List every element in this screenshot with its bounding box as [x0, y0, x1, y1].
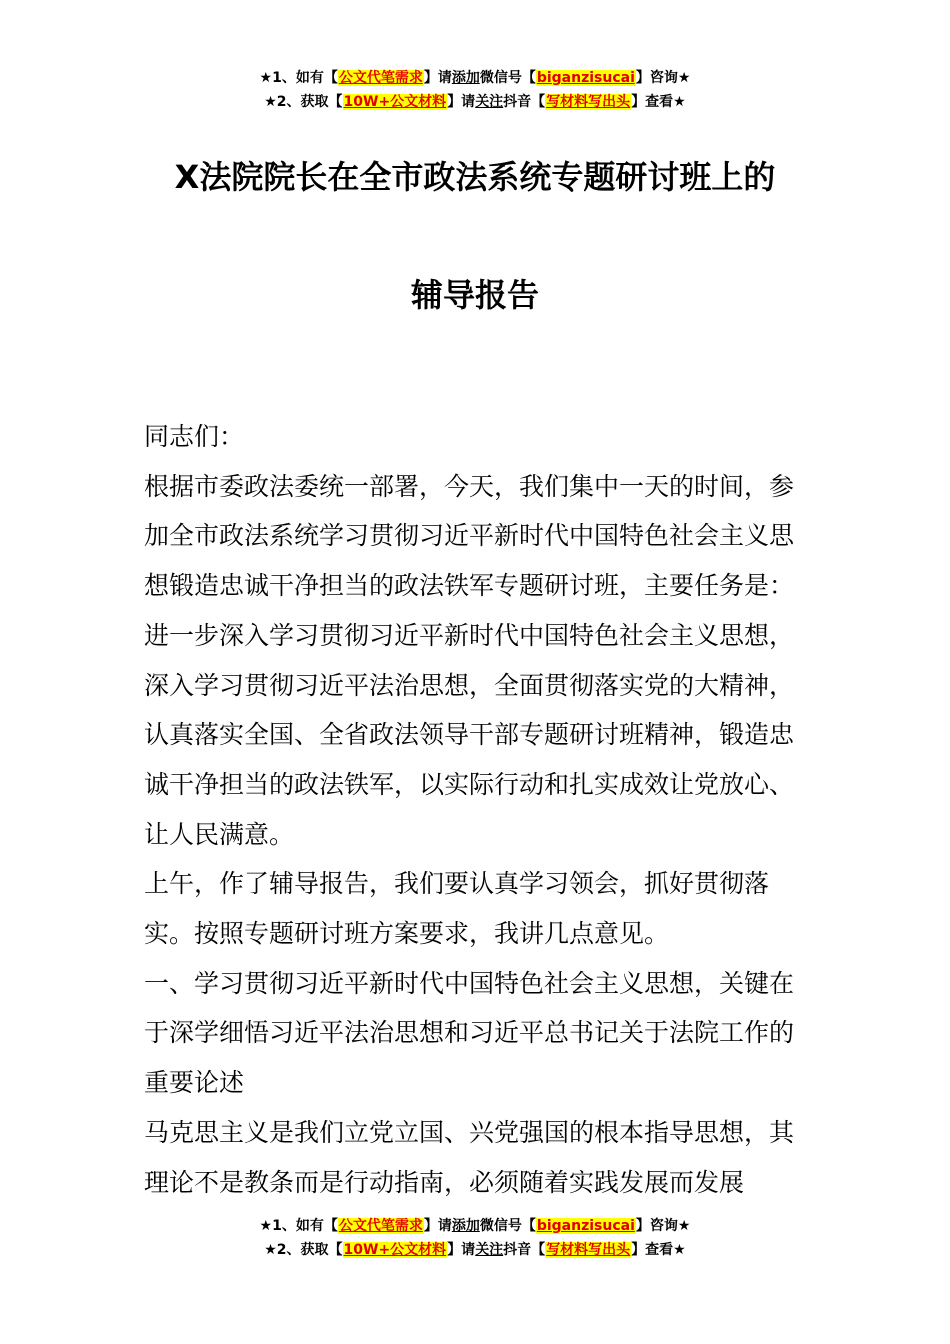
- banner-text: 微信号【: [479, 70, 536, 86]
- banner-text: 抖音【: [503, 1242, 546, 1258]
- banner-text: ★2、获取【: [264, 1242, 343, 1258]
- salutation: 同志们：: [144, 422, 245, 451]
- banner-highlight: biganzisucai: [536, 70, 635, 86]
- body-paragraph: 马克思主义是我们立党立国、兴党强国的根本指导思想，其理论不是教条而是行动指南，必须随着实践发展而发展: [144, 1117, 795, 1197]
- banner-text: ★2、获取【: [264, 94, 343, 110]
- banner-text: 抖音【: [503, 94, 546, 110]
- document-title-line-1: X法院院长在全市政法系统专题研讨班上的: [174, 158, 776, 196]
- top-banner: [0, 66, 950, 114]
- bottom-banner: [0, 1214, 950, 1262]
- body-paragraph: 上午，作了辅导报告，我们要认真学习领会，抓好贯彻落实。按照专题研讨班方案要求，我讲几点意见。: [144, 869, 770, 949]
- banner-text: 】请: [447, 94, 476, 110]
- banner-text: 】查看★: [631, 94, 686, 110]
- document-body: [144, 412, 810, 1207]
- banner-highlight: biganzisucai: [536, 1218, 635, 1234]
- banner-underlined: 关注: [475, 1242, 504, 1258]
- banner-highlight: 写材料写出头: [546, 94, 631, 110]
- banner-line-2: [0, 1238, 950, 1262]
- banner-text: 】请: [447, 1242, 476, 1258]
- banner-text: ★1、如有【: [259, 70, 338, 86]
- banner-text: 微信号【: [479, 1218, 536, 1234]
- banner-highlight: 10W+公文材料: [343, 1242, 447, 1258]
- banner-text: 】咨询★: [635, 70, 691, 86]
- banner-line-2: [0, 90, 950, 114]
- banner-underlined: 添加: [451, 1218, 480, 1234]
- document-title-line-2: 辅导报告: [410, 276, 539, 314]
- banner-line-1: [0, 66, 950, 90]
- banner-highlight: 10W+公文材料: [343, 94, 447, 110]
- banner-highlight: 写材料写出头: [546, 1242, 631, 1258]
- body-paragraph: 根据市委政法委统一部署，今天，我们集中一天的时间，参加全市政法系统学习贯彻习近平新时代中国特色社会主义思想锻造忠诚干净担当的政法铁军专题研讨班，主要任务是：进一步深入学习贯彻习近平新时代中国特色社会主义思想，深入学习贯彻习近平法治思想，全面贯彻落实党的大精神，认真落实全国、全省政法领导干部专题研讨班精神，锻造忠诚干净担当的政法铁军，以实际行动和扎实成效让党放心、让人民满意。: [144, 471, 795, 849]
- section-heading: 一、学习贯彻习近平新时代中国特色社会主义思想，关键在于深学细悟习近平法治思想和习近平总书记关于法院工作的重要论述: [144, 968, 795, 1098]
- banner-underlined: 添加: [451, 70, 480, 86]
- banner-highlight: 公文代笔需求: [338, 1218, 423, 1234]
- banner-line-1: [0, 1214, 950, 1238]
- banner-text: 】咨询★: [635, 1218, 691, 1234]
- banner-text: 】查看★: [631, 1242, 686, 1258]
- banner-text: 】请: [423, 1218, 452, 1234]
- banner-text: 】请: [423, 70, 452, 86]
- banner-highlight: 公文代笔需求: [338, 70, 423, 86]
- banner-underlined: 关注: [475, 94, 504, 110]
- banner-text: ★1、如有【: [259, 1218, 338, 1234]
